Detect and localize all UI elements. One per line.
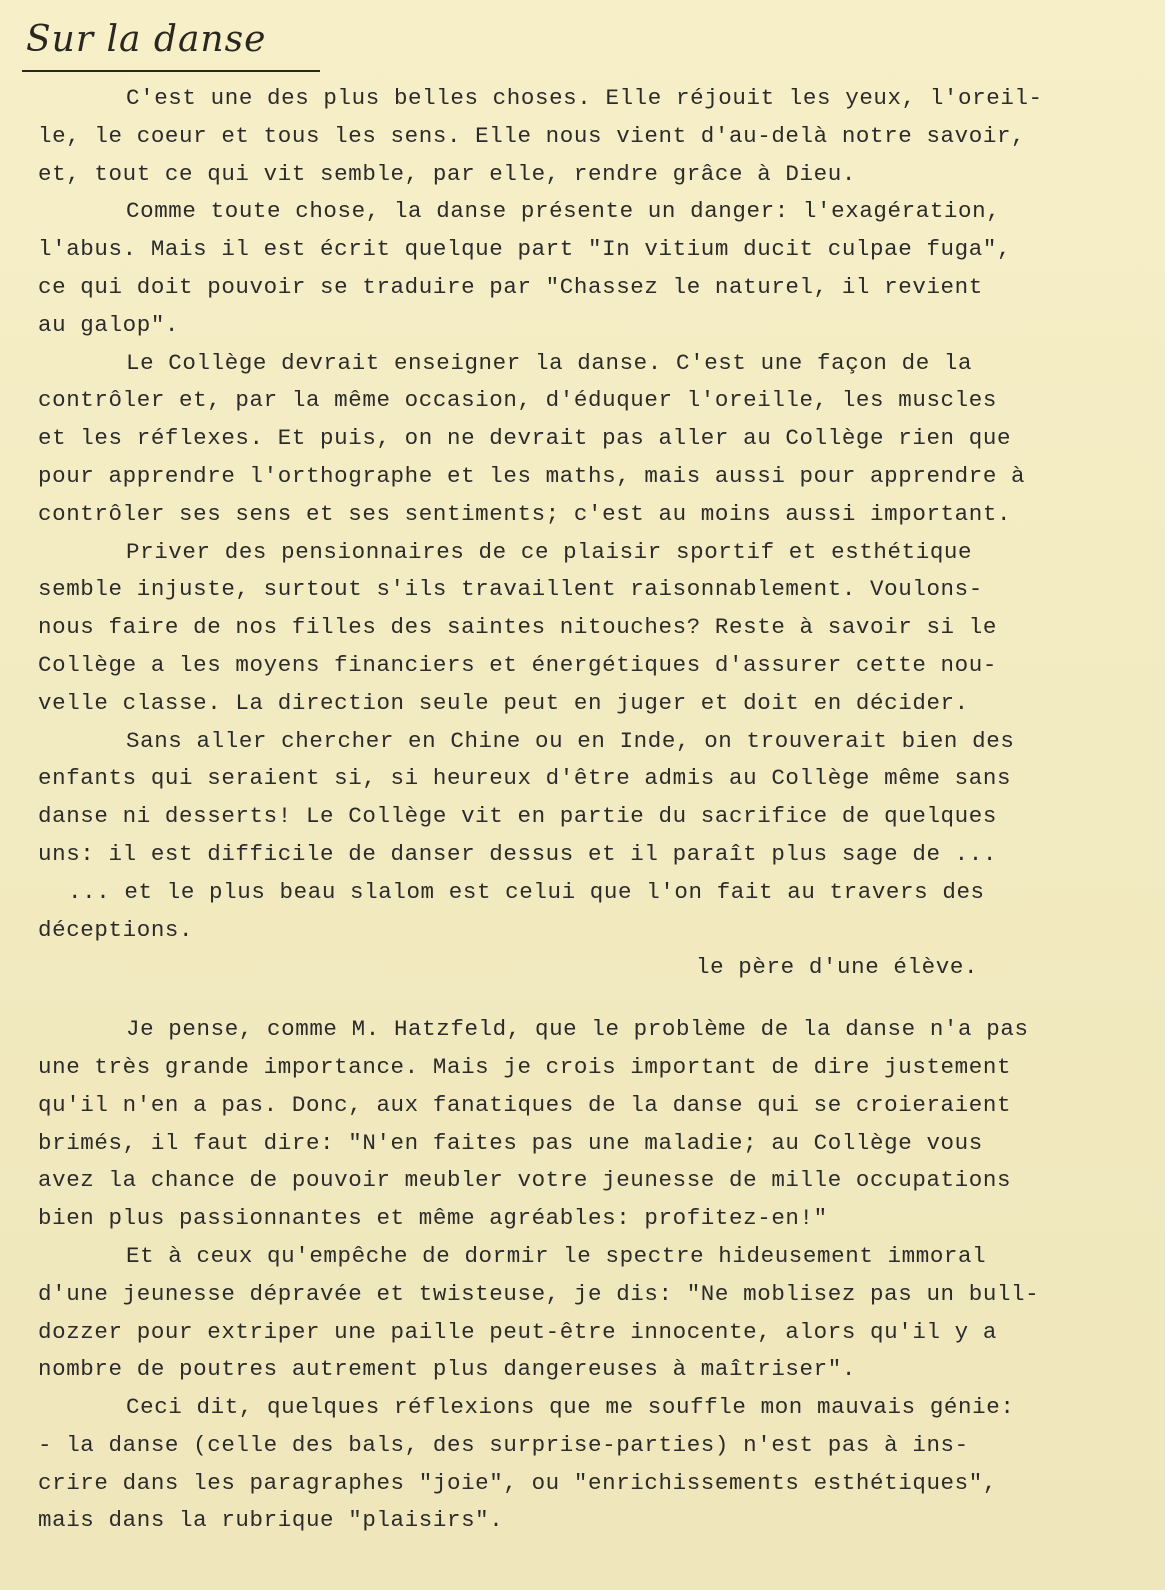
- text-line: contrôler ses sens et ses sentiments; c'est au moins aussi important.: [38, 500, 1012, 527]
- text-line: Comme toute chose, la danse présente un danger: l'exagération,: [126, 198, 1001, 225]
- text-line: Et à ceux qu'empêche de dormir le spectre hideusement immoral: [126, 1242, 987, 1269]
- text-line: déceptions.: [38, 916, 194, 943]
- page-title: Sur la danse: [26, 19, 267, 60]
- text-line: nombre de poutres autrement plus dangereuses à maîtriser".: [38, 1356, 856, 1383]
- text-line: nous faire de nos filles des saintes nitouches? Reste à savoir si le: [38, 614, 997, 641]
- text-line: crire dans les paragraphes "joie", ou "enrichissements esthétiques",: [38, 1469, 997, 1496]
- text-line: ... et le plus beau slalom est celui que l'on fait au travers des: [68, 878, 985, 905]
- text-line: Je pense, comme M. Hatzfeld, que le problème de la danse n'a pas: [126, 1016, 1029, 1043]
- text-line: uns: il est difficile de danser dessus et il paraît plus sage de ...: [38, 840, 997, 867]
- text-line: Priver des pensionnaires de ce plaisir sportif et esthétique: [126, 538, 973, 565]
- title-underline: [22, 70, 320, 72]
- text-line: une très grande importance. Mais je crois important de dire justement: [38, 1053, 1012, 1080]
- text-line: d'une jeunesse dépravée et twisteuse, je dis: "Ne moblisez pas un bull-: [38, 1280, 1040, 1307]
- text-line: Sans aller chercher en Chine ou en Inde, on trouverait bien des: [126, 727, 1015, 754]
- text-line: le, le coeur et tous les sens. Elle nous vient d'au-delà notre savoir,: [38, 122, 1026, 149]
- document-body: [38, 80, 1138, 1540]
- section-parent-letter: [38, 80, 1138, 949]
- text-line: au galop".: [38, 311, 180, 338]
- text-line: et, tout ce qui vit semble, par elle, rendre grâce à Dieu.: [38, 160, 856, 187]
- text-line: bien plus passionnantes et même agréables: profitez-en!": [38, 1205, 828, 1232]
- text-line: dozzer pour extriper une paille peut-être innocente, alors qu'il y a: [38, 1318, 997, 1345]
- text-line: C'est une des plus belles choses. Elle réjouit les yeux, l'oreil-: [126, 85, 1043, 111]
- text-line: danse ni desserts! Le Collège vit en partie du sacrifice de quelques: [38, 803, 997, 830]
- text-line: Le Collège devrait enseigner la danse. C'est une façon de la: [126, 349, 973, 376]
- text-line: Ceci dit, quelques réflexions que me souffle mon mauvais génie:: [126, 1394, 1015, 1421]
- text-line: enfants qui seraient si, si heureux d'être admis au Collège même sans: [38, 765, 1012, 792]
- text-line: l'abus. Mais il est écrit quelque part "In vitium ducit culpae fuga",: [38, 236, 1012, 263]
- text-line: qu'il n'en a pas. Donc, aux fanatiques de la danse qui se croieraient: [38, 1091, 1012, 1118]
- text-line: pour apprendre l'orthographe et les maths, mais aussi pour apprendre à: [38, 462, 1026, 489]
- text-line: semble injuste, surtout s'ils travaillent raisonnablement. Voulons-: [38, 576, 983, 603]
- text-line: velle classe. La direction seule peut en juger et doit en décider.: [38, 689, 969, 716]
- text-line: avez la chance de pouvoir meubler votre jeunesse de mille occupations: [38, 1167, 1012, 1194]
- text-line: ce qui doit pouvoir se traduire par "Chassez le naturel, il revient: [38, 273, 983, 300]
- text-line: Collège a les moyens financiers et énergétiques d'assurer cette nou-: [38, 651, 997, 678]
- text-line: mais dans la rubrique "plaisirs".: [38, 1507, 504, 1534]
- text-line: - la danse (celle des bals, des surprise-parties) n'est pas à ins-: [38, 1431, 969, 1458]
- text-line: contrôler et, par la même occasion, d'éduquer l'oreille, les muscles: [38, 387, 997, 414]
- section-gap: [38, 987, 1138, 1011]
- section-second-letter: [38, 1011, 1138, 1540]
- text-line: et les réflexes. Et puis, on ne devrait pas aller au Collège rien que: [38, 425, 1012, 452]
- text-line: brimés, il faut dire: "N'en faites pas une maladie; au Collège vous: [38, 1129, 983, 1156]
- signature: le père d'une élève.: [696, 954, 979, 981]
